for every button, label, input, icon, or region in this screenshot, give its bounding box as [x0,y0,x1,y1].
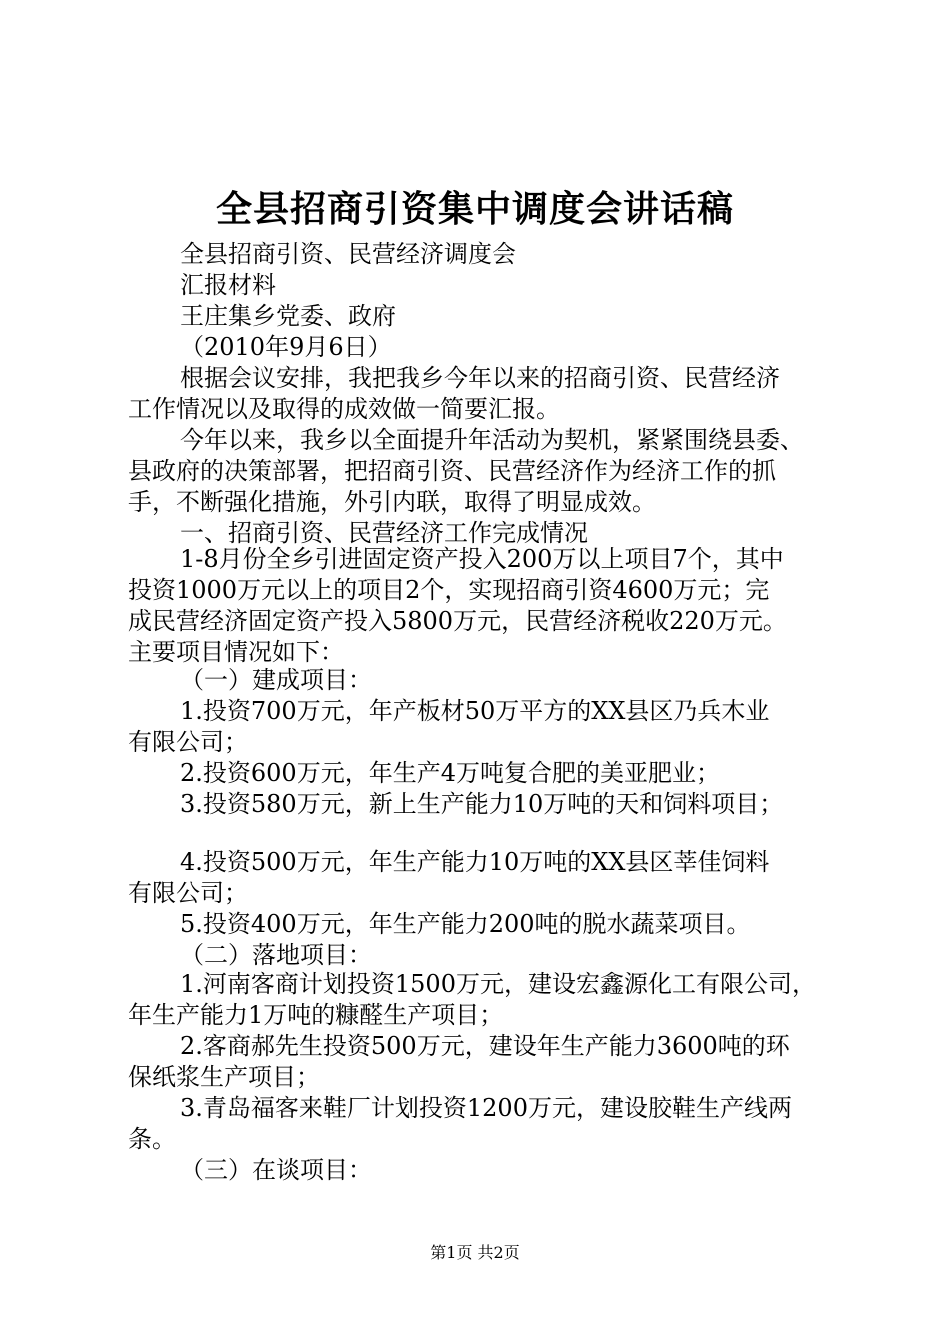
body-line: 县政府的决策部署，把招商引资、民营经济作为经济工作的抓 [128,457,776,485]
body-line: 全县招商引资、民营经济调度会 [180,240,516,268]
body-line: 2.客商郝先生投资500万元，建设年生产能力3600吨的环 [180,1032,790,1060]
body-line: 3.投资580万元，新上生产能力10万吨的天和饲料项目； [180,790,784,818]
body-line: 3.青岛福客来鞋厂计划投资1200万元，建设胶鞋生产线两 [180,1094,792,1122]
body-line: 王庄集乡党委、政府 [180,302,396,330]
body-line: 汇报材料 [180,271,276,299]
subsection-heading: （三）在谈项目： [180,1156,372,1184]
page-footer: 第1页 共2页 [430,1243,520,1262]
body-line: 1-8月份全乡引进固定资产投入200万以上项目7个，其中 [180,545,784,573]
body-line: 保纸浆生产项目； [128,1063,320,1091]
body-line: 年生产能力1万吨的糠醛生产项目； [128,1001,504,1029]
body-line: 根据会议安排，我把我乡今年以来的招商引资、民营经济 [180,364,780,392]
body-line: 工作情况以及取得的成效做一简要汇报。 [128,395,560,423]
body-line: 投资1000万元以上的项目2个，实现招商引资4600万元；完 [128,576,770,604]
body-line: 5.投资400万元，年生产能力200吨的脱水蔬菜项目。 [180,910,751,938]
body-line: 主要项目情况如下： [128,638,344,666]
subsection-heading: （一）建成项目： [180,666,372,694]
body-line: 有限公司； [128,728,248,756]
body-line: 1.投资700万元，年产板材50万平方的XX县区乃兵木业 [180,697,770,725]
section-heading: 一、招商引资、民营经济工作完成情况 [180,519,588,547]
body-line: 条。 [128,1125,176,1153]
body-line: 今年以来，我乡以全面提升年活动为契机，紧紧围绕县委、 [180,426,804,454]
document-title: 全县招商引资集中调度会讲话稿 [215,188,734,230]
body-line: （2010年9月6日） [180,333,392,361]
body-line: 手，不断强化措施，外引内联，取得了明显成效。 [128,488,656,516]
body-line: 2.投资600万元，年生产4万吨复合肥的美亚肥业； [180,759,720,787]
body-line: 有限公司； [128,879,248,907]
subsection-heading: （二）落地项目： [180,941,372,969]
body-line: 成民营经济固定资产投入5800万元，民营经济税收220万元。 [128,607,787,635]
body-line: 1.河南客商计划投资1500万元，建设宏鑫源化工有限公司， [180,970,816,998]
body-line: 4.投资500万元，年生产能力10万吨的XX县区莘佳饲料 [180,848,770,876]
